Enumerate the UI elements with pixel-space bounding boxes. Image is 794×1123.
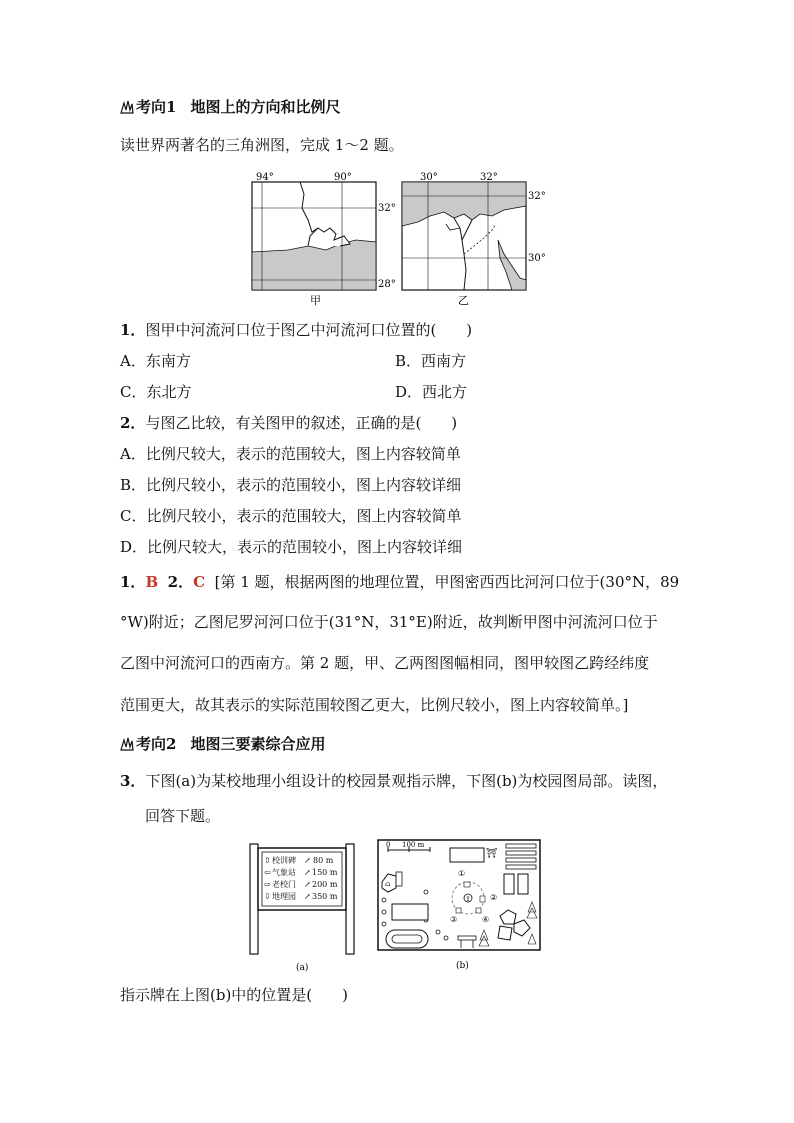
section-subtitle: 地图上的方向和比例尺 bbox=[190, 98, 341, 116]
section-heading-2 bbox=[120, 734, 325, 754]
sign-item-1-name: 校训碑 bbox=[272, 856, 296, 865]
scale-label-100m: 100 m bbox=[402, 841, 425, 849]
map-marker-3: ③ bbox=[450, 915, 458, 924]
question-3 bbox=[120, 771, 667, 791]
svg-text:⇧: ⇧ bbox=[264, 856, 271, 865]
section-subtitle: 地图三要素综合应用 bbox=[190, 735, 326, 753]
section-heading-1 bbox=[120, 97, 340, 117]
svg-text:⇧: ⇧ bbox=[465, 895, 471, 903]
answer-2-letter: C bbox=[193, 573, 206, 591]
map-yi-caption: 乙 bbox=[458, 294, 469, 307]
question-2-text: 与图乙比较，有关图甲的叙述，正确的是( ) bbox=[145, 414, 458, 432]
map-marker-2: ② bbox=[490, 893, 498, 902]
q2-option-b[interactable]: B．比例尺较小，表示的范围较小，图上内容较详细 bbox=[120, 476, 462, 494]
answer-line-4: 范围更大，故其表示的实际范围较图乙更大，比例尺较小，图上内容较简单。] bbox=[120, 696, 629, 714]
svg-text:↗: ↗ bbox=[304, 880, 311, 889]
sign-item-2-dist: 150 m bbox=[312, 868, 338, 877]
delta-map-jia bbox=[248, 170, 396, 310]
signboard-figure-a bbox=[246, 840, 362, 975]
grass-icon bbox=[120, 737, 134, 751]
question-3-number: 3． bbox=[120, 772, 146, 790]
map-b-caption: (b) bbox=[456, 961, 469, 971]
map-jia-lat2: 28° bbox=[378, 279, 396, 290]
sign-item-3-dist: 200 m bbox=[312, 880, 338, 889]
sign-item-4-name: 地理园 bbox=[272, 892, 296, 901]
sign-item-3-name: 老校门 bbox=[272, 880, 296, 889]
question-1-text: 图甲中河流河口位于图乙中河流河口位置的( ) bbox=[145, 321, 473, 339]
question-1 bbox=[120, 320, 472, 340]
q1-option-d[interactable]: D．西北方 bbox=[395, 383, 468, 401]
map-marker-1: ① bbox=[458, 869, 466, 878]
map-jia-lon1: 94° bbox=[256, 172, 274, 183]
q2-option-d[interactable]: D．比例尺较大，表示的范围较小，图上内容较详细 bbox=[120, 538, 463, 556]
map-yi-lat2: 30° bbox=[528, 253, 546, 264]
map-jia-lat1: 32° bbox=[378, 203, 396, 214]
intro-text: 读世界两著名的三角洲图，完成 1～2 题。 bbox=[120, 136, 404, 154]
question-1-number: 1． bbox=[120, 321, 146, 339]
answer-line-3: 乙图中河流河口的西南方。第 2 题，甲、乙两图图幅相同，图甲较图乙跨经纬度 bbox=[120, 654, 650, 672]
svg-text:⇩: ⇩ bbox=[264, 892, 271, 901]
q1-option-b[interactable]: B．西南方 bbox=[395, 352, 467, 370]
campus-map-b bbox=[376, 838, 544, 975]
svg-text:↗: ↗ bbox=[304, 856, 311, 865]
answer-1-number: 1． bbox=[120, 573, 146, 591]
final-question: 指示牌在上图(b)中的位置是( ) bbox=[120, 986, 349, 1004]
answer-line-2: °W)附近；乙图尼罗河河口位于(31°N，31°E)附近，故判断甲图中河流河口位于 bbox=[120, 613, 658, 631]
question-2-number: 2． bbox=[120, 414, 146, 432]
map-jia-lon2: 90° bbox=[334, 172, 352, 183]
answer-line-1: [第 1 题，根据两图的地理位置，甲图密西西比河河口位于(30°N，89 bbox=[214, 573, 680, 591]
svg-text:⇦: ⇦ bbox=[264, 868, 271, 877]
sign-item-4-dist: 350 m bbox=[312, 892, 338, 901]
svg-text:⌂: ⌂ bbox=[385, 880, 391, 888]
map-marker-4: ④ bbox=[482, 915, 490, 924]
q1-option-a[interactable]: A．东南方 bbox=[120, 352, 191, 370]
sign-a-caption: (a) bbox=[296, 963, 309, 973]
q1-option-c[interactable]: C．东北方 bbox=[120, 383, 192, 401]
svg-text:⇨: ⇨ bbox=[264, 880, 271, 889]
section-title: 考向2 bbox=[136, 735, 177, 753]
section-title: 考向1 bbox=[136, 98, 177, 116]
question-2 bbox=[120, 413, 457, 433]
question-3-line-1: 下图(a)为某校地理小组设计的校园景观指示牌，下图(b)为校园图局部。读图， bbox=[145, 772, 668, 790]
map-jia-caption: 甲 bbox=[310, 294, 321, 307]
answer-2-number: 2． bbox=[167, 573, 194, 591]
answer-1-letter: B bbox=[145, 573, 159, 591]
grass-icon bbox=[120, 100, 134, 114]
scale-label-zero: 0 bbox=[386, 841, 391, 849]
map-yi-lon1: 30° bbox=[420, 172, 438, 183]
question-3-line-2: 回答下题。 bbox=[145, 807, 221, 825]
map-yi-lat1: 32° bbox=[528, 191, 546, 202]
svg-text:↗: ↗ bbox=[304, 868, 311, 877]
q2-option-c[interactable]: C．比例尺较小，表示的范围较大，图上内容较简单 bbox=[120, 507, 462, 525]
svg-text:⛩: ⛩ bbox=[486, 849, 498, 859]
q2-option-a[interactable]: A．比例尺较大，表示的范围较大，图上内容较简单 bbox=[120, 445, 461, 463]
map-yi-lon2: 32° bbox=[480, 172, 498, 183]
delta-map-yi bbox=[400, 170, 545, 310]
sign-item-2-name: 气象站 bbox=[272, 868, 296, 877]
svg-text:↗: ↗ bbox=[304, 892, 311, 901]
sign-item-1-dist: 80 m bbox=[313, 856, 334, 865]
